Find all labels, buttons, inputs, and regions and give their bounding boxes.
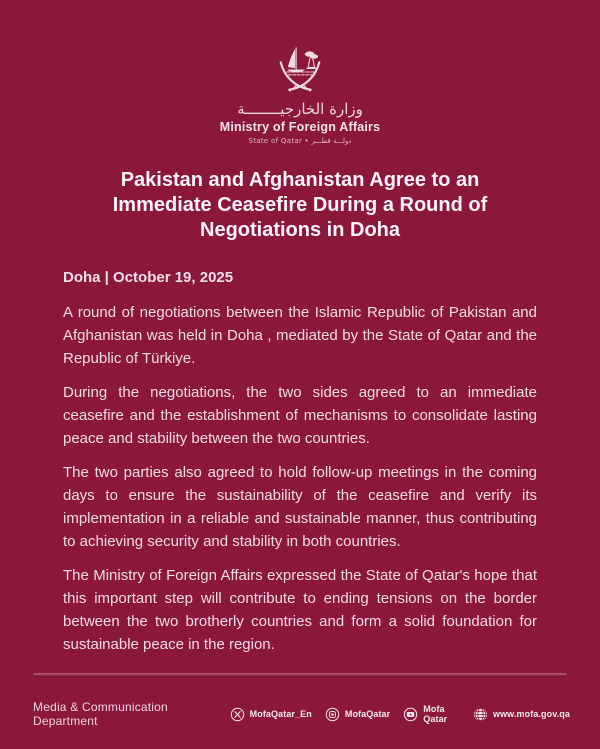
youtube-icon [403,707,418,722]
paragraph-1: A round of negotiations between the Islamic Republic of Pakistan and Afghanistan was held in Doha , mediated by the State of Qatar and the Republic of Türkiye. [63,304,537,368]
department-label: Media & Communication Department [33,700,168,728]
qatar-mofa-emblem-icon [271,42,329,96]
headline-line-1: Pakistan and Afghanistan Agree to an [120,169,480,192]
social-x [230,707,312,722]
headline-line-3: Negotiations in Doha [200,219,400,242]
instagram-icon [325,707,340,722]
footer-divider [33,673,567,677]
article-body [0,268,600,656]
social-instagram [325,707,390,722]
social-links [230,704,570,724]
ministry-name-arabic: وزارة الخارجيــــــــة [237,100,363,119]
globe-icon [473,707,488,722]
social-website-url: www.mofa.gov.qa [492,709,570,719]
paragraph-4: The Ministry of Foreign Affairs expressed the State of Qatar's hope that this important step will contribute to ending tensions on the border between the two brotherly countries and form a solid foundation for sustainable peace in the region. [63,567,537,654]
headline-line-2: Immediate Ceasefire During a Round of [112,194,488,217]
header [0,0,600,146]
social-instagram-handle: MofaQatar [344,709,391,719]
state-of-qatar-line: State of Qatar • دولـــة قطـــر [248,137,352,146]
ministry-name-english: Ministry of Foreign Affairs [219,120,381,135]
social-youtube [403,704,460,724]
footer [33,700,570,728]
x-icon [230,707,245,722]
headline [0,168,600,243]
social-youtube-handle: Mofa Qatar [423,704,448,724]
social-website [473,707,570,722]
dateline: Doha | October 19, 2025 [63,269,234,287]
paragraph-2: During the negotiations, the two sides agreed to an immediate ceasefire and the establishment of mechanisms to consolidate lasting peace and stability between the two countries. [63,384,537,448]
social-x-handle: MofaQatar_En [249,709,312,719]
paragraph-3: The two parties also agreed to hold follow-up meetings in the coming days to ensure the sustainability of the ceasefire and verify its implementation in a reliable and sustainable manner, thus contributing to achieving security and stability in both countries. [63,464,537,551]
